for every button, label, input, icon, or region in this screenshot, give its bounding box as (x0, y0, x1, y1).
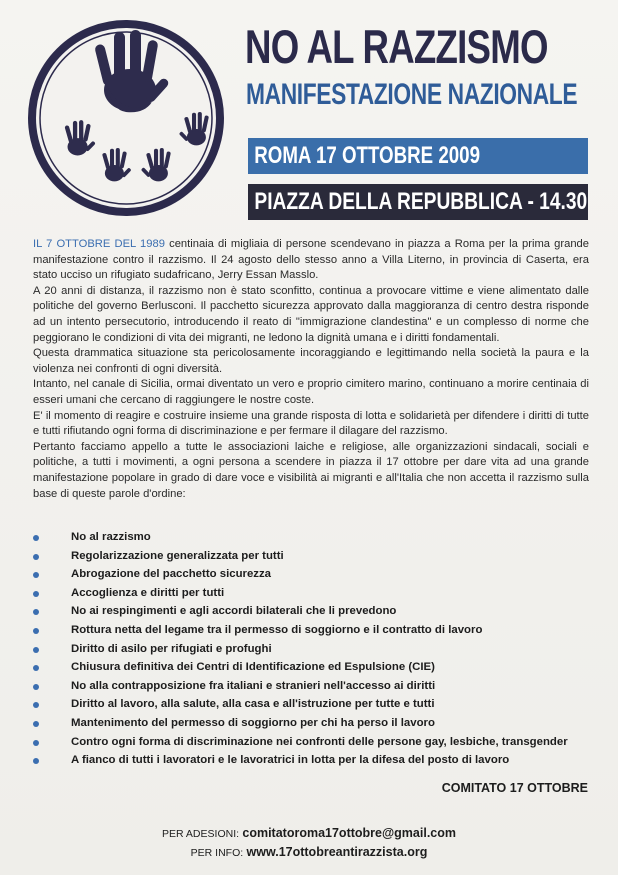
list-item-text: No al razzismo (71, 531, 151, 543)
list-item-text: No alla contrapposizione fra italiani e stranieri nell'accesso ai diritti (71, 679, 436, 692)
demands-list (30, 528, 600, 770)
list-item-text: A fianco di tutti i lavoratori e le lavoratrici in lotta per la difesa del posto di lavoro (71, 754, 510, 767)
bullet-icon (33, 740, 39, 746)
paragraph-2: A 20 anni di distanza, il razzismo non è stato sconfitto, continua a provocare vittime e viene alimentato dalle politiche del governo Berlusconi. Il pacchetto sicurezza approvato dalla maggioranza di centro destra risponde ad un intento persecutorio, introducendo il reato di "immigrazione clandestina" e un complesso di norme che peggiorano le condizioni di vita dei migranti, ne ledono la dignità umana e i diritti fondamentali. (33, 284, 589, 344)
bullet-icon (33, 535, 39, 541)
list-item-text: Abrogazione del pacchetto sicurezza (71, 568, 272, 581)
list-item (30, 621, 600, 640)
list-item-text: Diritto di asilo per rifugiati e profughi (71, 642, 272, 655)
list-item (30, 658, 600, 677)
bullet-icon (33, 702, 39, 708)
bullet-icon (33, 554, 39, 560)
list-item-text: Diritto al lavoro, alla salute, alla casa e all'istruzione per tutte e tutti (71, 698, 435, 711)
bullet-icon (33, 684, 39, 690)
bullet-icon (33, 665, 39, 671)
bullet-icon (33, 721, 39, 727)
list-item (30, 584, 600, 603)
adesioni-line (0, 826, 618, 840)
list-item-text: Regolarizzazione generalizzata per tutti (71, 549, 284, 562)
bullet-icon (33, 609, 39, 615)
list-item (30, 733, 600, 752)
bullet-icon (33, 758, 39, 764)
info-url-link[interactable]: www.17ottobreantirazzista.org (246, 845, 428, 859)
hands-logo (26, 18, 226, 218)
list-item (30, 565, 600, 584)
list-item (30, 602, 600, 621)
date-banner (248, 138, 588, 174)
paragraph-3: Questa drammatica situazione sta pericolosamente incoraggiando e legittimando nella società la paura e la violenza nei confronti di ogni diversità. (33, 347, 589, 375)
paragraph-1-text: centinaia di migliaia di persone scendevano in piazza a Roma per la prima grande manifestazione contro il razzismo. Il 24 agosto dello stesso anno a Villa Literno, in provincia di Caserta, era stato ucciso un rifugiato sudafricano, Jerry Essan Masslo. (33, 238, 590, 282)
paragraph-4: Intanto, nel canale di Sicilia, ormai diventato un vero e proprio cimitero marino, continuano a morire centinaia di esseri umani che cercano di raggiungere le nostre coste. (33, 378, 589, 406)
signature: COMITATO 17 OTTOBRE (441, 781, 588, 795)
date-banner-text: ROMA 17 OTTOBRE 2009 (254, 142, 480, 169)
paragraph-6: Pertanto facciamo appello a tutte le associazioni laiche e religiose, alle organizzazioni sindacali, sociali e politiche, a tutti i movimenti, a ogni persona a scendere in piazza il 17 ottobre per dare vita ad una grande manifestazione popolare in grado di dare voce e visibilità ai migranti e all'Italia che non accetta il razzismo sulla base di queste parole d'ordine: (33, 440, 589, 500)
list-item-text: Rottura netta del legame tra il permesso di soggiorno e il contratto di lavoro (71, 623, 483, 636)
bullet-icon (33, 647, 39, 653)
list-item (30, 751, 600, 770)
paragraph-5: E' il momento di reagire e costruire insieme una grande risposta di lotta e solidarietà per difendere i diritti di tutte e tutti rifiutando ogni forma di discriminazione e per fermare il dilagare del razzismo. (33, 409, 589, 438)
body-text (33, 237, 589, 502)
list-item-text: Contro ogni forma di discriminazione nei confronti delle persone gay, lesbiche, transgender (71, 735, 568, 748)
list-item-text: Chiusura definitiva dei Centri di Identificazione ed Espulsione (CIE) (71, 661, 435, 674)
info-label: PER INFO: (190, 847, 244, 859)
bullet-icon (33, 591, 39, 597)
bullet-icon (33, 572, 39, 578)
list-item (30, 528, 600, 547)
list-item (30, 547, 600, 566)
list-item-text: No ai respingimenti e agli accordi bilaterali che li prevedono (71, 605, 397, 618)
place-banner (248, 184, 588, 220)
list-item (30, 695, 600, 714)
list-item-text: Accoglienza e diritti per tutti (71, 586, 225, 599)
bullet-icon (33, 628, 39, 634)
paragraph-1 (33, 237, 589, 284)
list-item (30, 640, 600, 659)
lead-date: IL 7 OTTOBRE DEL 1989 (33, 238, 165, 250)
list-item (30, 714, 600, 733)
adesioni-label: PER ADESIONI: (162, 828, 240, 840)
list-item (30, 677, 600, 696)
adesioni-email-link[interactable]: comitatoroma17ottobre@gmail.com (242, 826, 456, 840)
list-item-text: Mantenimento del permesso di soggiorno per chi ha perso il lavoro (71, 716, 435, 729)
place-banner-text: PIAZZA DELLA REPUBBLICA - 14.30 (254, 188, 588, 215)
hands-icon (26, 18, 226, 218)
info-line (0, 845, 618, 859)
page-title: NO AL RAZZISMO (245, 20, 548, 73)
page-subtitle: MANIFESTAZIONE NAZIONALE (246, 78, 578, 111)
